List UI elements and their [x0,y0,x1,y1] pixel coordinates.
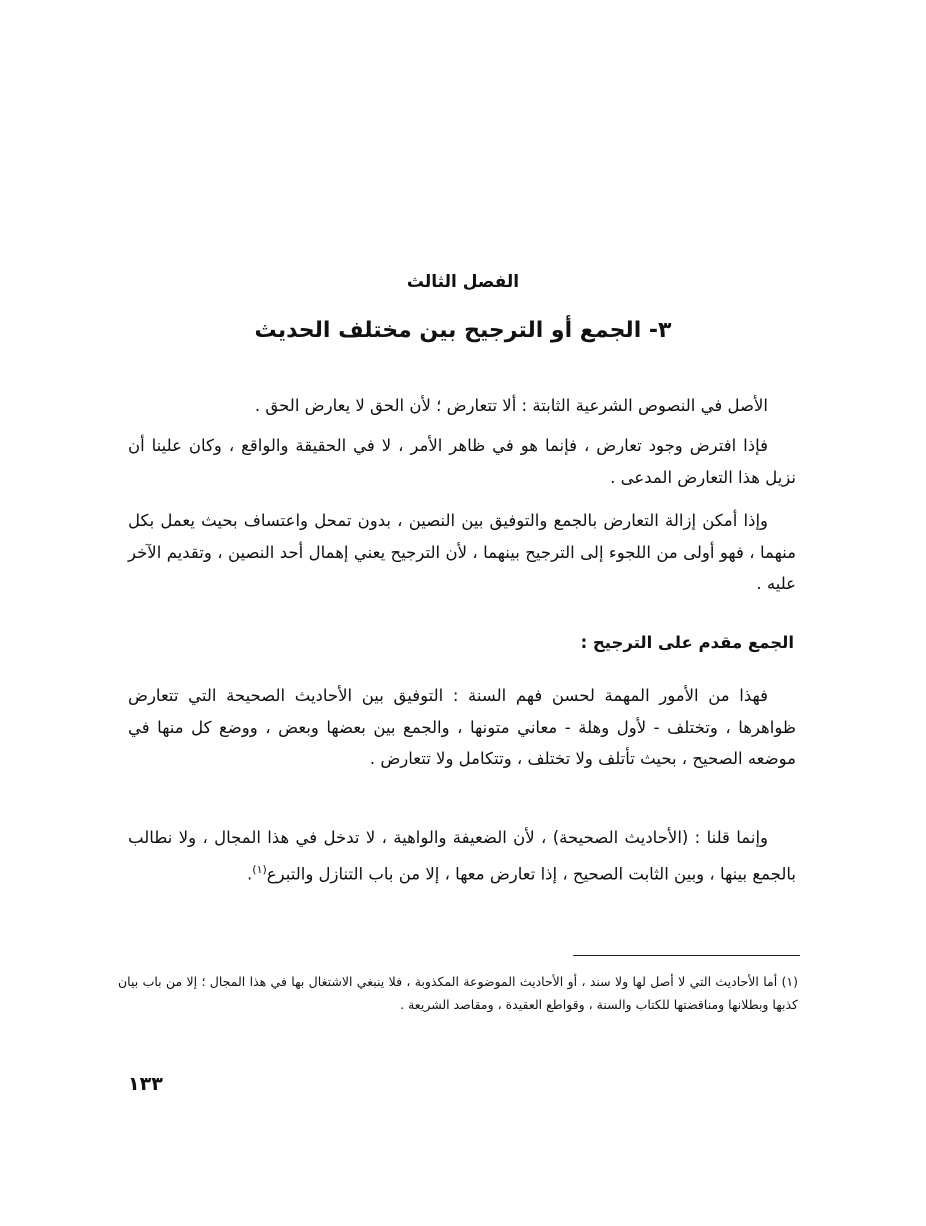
paragraph-5-text: وإنما قلنا : (الأحاديث الصحيحة) ، لأن الضعيفة والواهية ، لا تدخل في هذا المجال ، ولا نطالب بالجمع بينها ، وبين الثابت الصحيح ، إذا تعارض معها ، إلا من باب التنازل والتبرع [128,828,796,883]
paragraph-5-end: . [247,864,253,883]
section-title: ٣- الجمع أو الترجيح بين مختلف الحديث [254,318,672,343]
paragraph-2-text: فإذا افترض وجود تعارض ، فإنما هو في ظاهر الأمر ، لا في الحقيقة والواقع ، وكان علينا أن نزيل هذا التعارض المدعى . [128,436,796,487]
paragraph-4 [128,680,796,775]
page-number: ١٣٣ [128,1073,163,1095]
chapter-label: الفصل الثالث [406,272,520,292]
paragraph-5 [128,822,796,890]
paragraph-3 [128,505,796,600]
paragraph-1-text: الأصل في النصوص الشرعية الثابتة : ألا تتعارض ؛ لأن الحق لا يعارض الحق . [254,396,768,415]
paragraph-4-text: فهذا من الأمور المهمة لحسن فهم السنة : التوفيق بين الأحاديث الصحيحة التي تتعارض ظواهرها ، وتختلف - لأول وهلة - معاني متونها ، والجمع بين بعضها وبعض ، ووضع كل منها في موضعه الصحيح ، بحيث تأتلف ولا تختلف ، وتتكامل ولا تتعارض . [128,686,796,768]
footnote-text: (١) أما الأحاديث التي لا أصل لها ولا سند ، أو الأحاديث الموضوعة المكذوبة ، فلا ينبغي الاشتغال بها في هذا المجال ؛ إلا من باب بيان كذبها وبطلانها ومناقضتها للكتاب والسنة ، وقواطع العقيدة ، ومقاصد الشريعة . [118,974,798,1012]
paragraph-5-container [128,822,796,890]
paragraph-1 [128,390,796,422]
paragraph-3-text: وإذا أمكن إزالة التعارض بالجمع والتوفيق بين النصين ، بدون تمحل واعتساف بحيث يعمل بكل منهما ، فهو أولى من اللجوء إلى الترجيح بينهما ، لأن الترجيح يعني إهمال أحد النصين ، وتقديم الآخر عليه . [128,511,796,593]
footnote-marker[interactable]: (١) [252,862,267,876]
footnote-divider [573,955,800,956]
footnote [118,970,798,1016]
subheading: الجمع مقدم على الترجيح : [580,633,794,652]
paragraph-2 [128,430,796,493]
